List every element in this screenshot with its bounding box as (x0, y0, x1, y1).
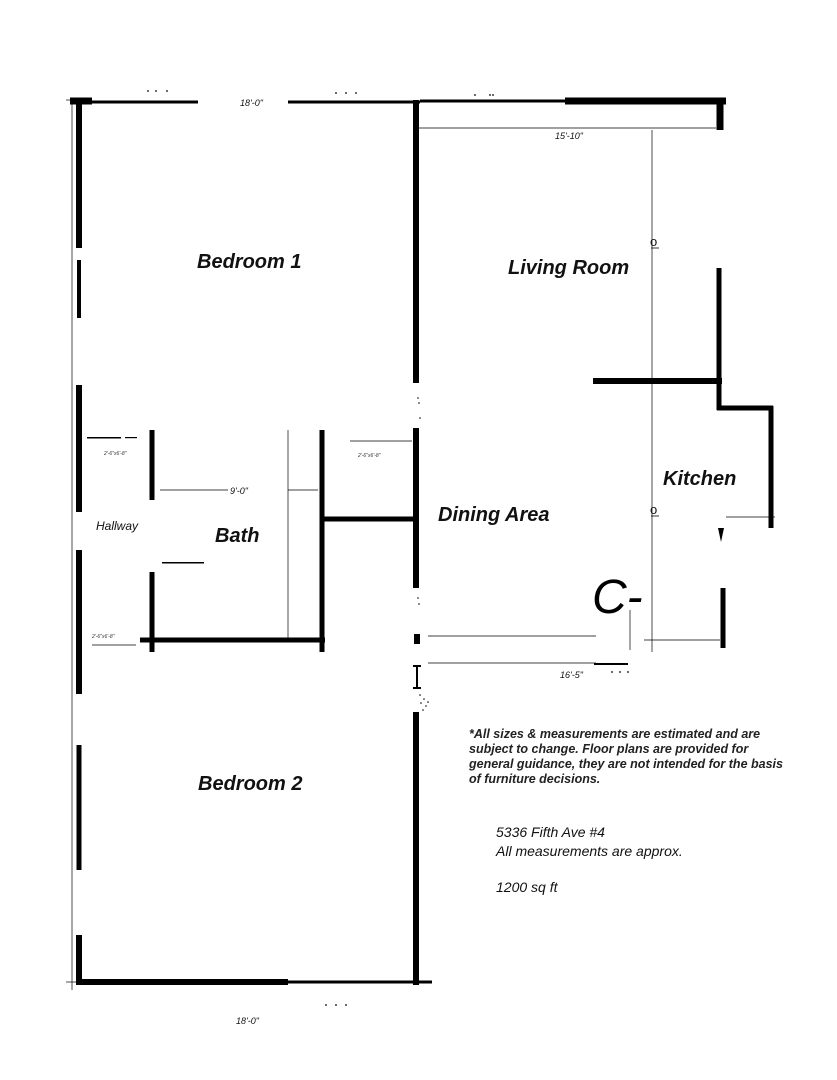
dimension-hall-lower: 2'-6"x6'-8" (92, 634, 115, 640)
room-label-hallway: Hallway (96, 519, 139, 533)
wall-fragments (87, 437, 724, 689)
big-c-symbol: C- (592, 571, 643, 624)
approx-note-text: All measurements are approx. (496, 843, 683, 859)
outlet-symbol-kitchen: o (650, 502, 658, 517)
dimension-bottom-width: 18'-0" (236, 1016, 259, 1026)
window-dots (147, 90, 629, 1006)
outlet-symbol-living: o (650, 234, 658, 249)
room-label-living-room: Living Room (508, 257, 630, 279)
dimension-top-left: 18'-0" (240, 98, 263, 108)
dimension-hall-upper-left: 2'-6"x6'-8" (104, 451, 127, 457)
room-label-kitchen: Kitchen (663, 468, 737, 490)
dimension-hall-upper-right: 2'-6"x6'-8" (358, 453, 381, 459)
room-label-bedroom-1: Bedroom 1 (197, 251, 302, 273)
disclaimer-note: *All sizes & measurements are estimated and are subject to change. Floor plans are provided for general guidance, they are not intended for the basis of furniture decisions. (469, 727, 783, 786)
dimension-dining-width: 16'-5" (560, 670, 583, 680)
dimension-bath-width: 9'-0" (230, 486, 248, 496)
address-text: 5336 Fifth Ave #4 (496, 824, 605, 840)
room-label-bath: Bath (215, 525, 260, 547)
area-text: 1200 sq ft (496, 879, 558, 895)
dimension-living-width: 15'-10" (555, 131, 583, 141)
room-label-bedroom-2: Bedroom 2 (198, 773, 303, 795)
room-label-dining-area: Dining Area (438, 504, 550, 526)
